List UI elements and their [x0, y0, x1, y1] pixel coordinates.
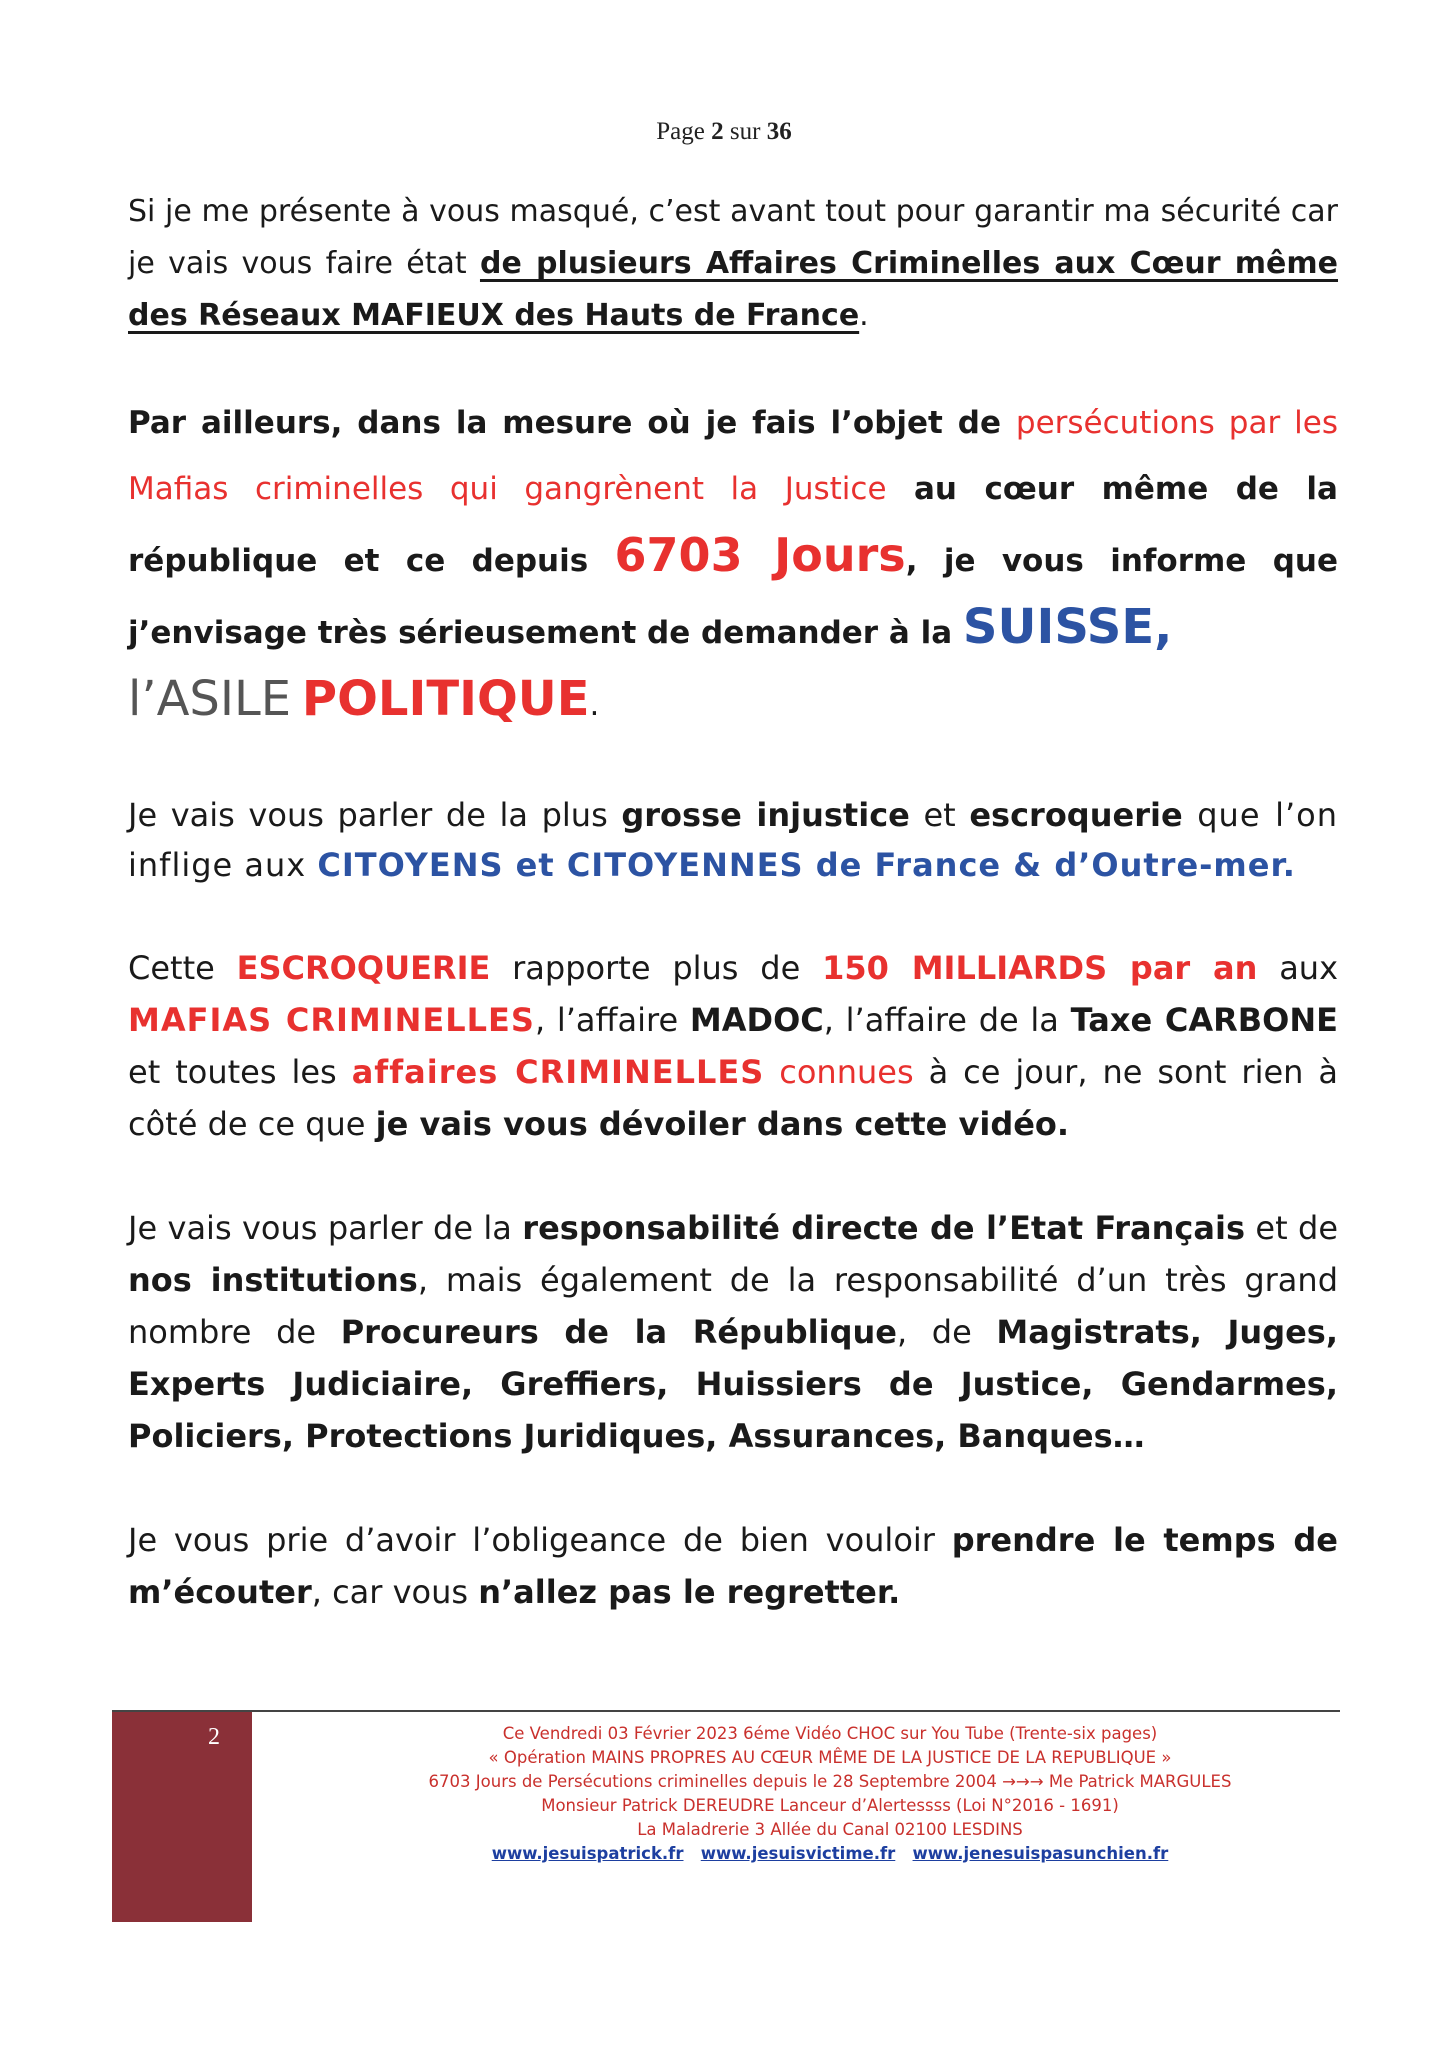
text-run-bold: MADOC [689, 1001, 824, 1039]
text-run: aux [1257, 949, 1339, 987]
footer-line: Monsieur Patrick DEREUDRE Lanceur d’Alertessss (Loi N°2016 - 1691) [541, 1796, 1119, 1815]
text-run: Je vais vous parler de la [128, 1209, 523, 1247]
text-run: Par ailleurs, dans la mesure où je fais l’objet de [128, 405, 1016, 441]
text-run-bold: Procureurs de la République [340, 1313, 897, 1351]
page-number: 2 [711, 118, 724, 145]
paragraph-injustice [128, 790, 1338, 890]
text-run: et [909, 796, 970, 834]
text-run-red: persécutions par les Mafias criminelles qui gangrènent la Justice [128, 405, 1339, 507]
page-sep: sur [729, 118, 761, 145]
text-run: . [859, 298, 869, 333]
amount-text: 150 MILLIARDS par an [822, 949, 1258, 987]
text-run: . [589, 687, 600, 723]
text-run: , je vous informe que j’envisage très sérieusement de demander à la [128, 543, 1338, 651]
footer-color-block [112, 1712, 252, 1922]
text-run-bold: Taxe CARBONE [1070, 1001, 1339, 1039]
text-run-bold: responsabilité directe de l’Etat Français [522, 1209, 1246, 1247]
paragraph-responsabilite [128, 1202, 1338, 1462]
text-run: que l’on inflige aux [128, 796, 1339, 884]
link-jesuispatrick[interactable]: www.jesuispatrick.fr [491, 1844, 684, 1863]
politique-text: POLITIQUE [301, 671, 590, 727]
asile-text: l’ASILE [128, 671, 292, 727]
footer-divider [112, 1710, 1340, 1712]
text-run-blue: CITOYENS et CITOYENNES de France & d’Outre-mer. [317, 846, 1296, 884]
text-run: , l’affaire [534, 1001, 690, 1039]
page-prefix: Page [656, 118, 705, 145]
paragraph-ecouter [128, 1514, 1338, 1618]
paragraph-intro [128, 186, 1338, 342]
link-jenesuispasunchien[interactable]: www.jenesuispasunchien.fr [912, 1844, 1169, 1863]
footer-line: Ce Vendredi 03 Février 2023 6éme Vidéo CHOC sur You Tube (Trente-six pages) [502, 1724, 1158, 1743]
text-run: rapporte plus de [490, 949, 823, 987]
text-run-bold: Magistrats, Juges, Experts Judiciaire, Greffiers, Huissiers de Justice, Gendarmes, Policiers, Protections Juridiques, Assurances, Banques… [128, 1313, 1339, 1455]
text-run: Cette [128, 949, 237, 987]
footer-line: « Opération MAINS PROPRES AU CŒUR MÊME DE LA JUSTICE DE LA REPUBLIQUE » [488, 1748, 1172, 1767]
text-run: Je vais vous parler de la plus [128, 796, 622, 834]
text-run-red: affaires CRIMINELLES [351, 1053, 765, 1091]
text-run: à ce jour, ne sont rien à côté de ce que [128, 1053, 1339, 1143]
text-run-red: connues [764, 1053, 914, 1091]
days-count: 6703 Jours [614, 528, 906, 582]
footer-line: 6703 Jours de Persécutions criminelles depuis le 28 Septembre 2004 →→→ Me Patrick MARGULES [428, 1772, 1232, 1791]
suisse-text: SUISSE, [962, 599, 1173, 655]
page-total: 36 [766, 118, 792, 145]
page-header [0, 118, 1448, 146]
text-run-bold: n’allez pas le regretter. [478, 1573, 901, 1611]
document-body [128, 186, 1338, 1618]
text-run: , mais également de la responsabilité d’un très grand nombre de [128, 1261, 1339, 1351]
footer-page-number: 2 [208, 1724, 220, 1750]
text-run: et de [1245, 1209, 1339, 1247]
text-run-bold: grosse injustice [621, 796, 910, 834]
paragraph-persecutions [128, 390, 1338, 738]
text-run: et toutes les [128, 1053, 352, 1091]
text-run: , de [896, 1313, 997, 1351]
text-run: au cœur même de la république et ce depuis [128, 471, 1338, 579]
link-jesuisvictime[interactable]: www.jesuisvictime.fr [700, 1844, 896, 1863]
text-run-bold: escroquerie [969, 796, 1183, 834]
text-run-red: ESCROQUERIE [236, 949, 491, 987]
text-run-bold: je vais vous dévoiler dans cette vidéo. [375, 1105, 1070, 1143]
text-run: , l’affaire de la [823, 1001, 1071, 1039]
text-run: Je vous prie d’avoir l’obligeance de bien vouloir [128, 1521, 952, 1559]
text-run-underlined: de plusieurs Affaires Criminelles aux Cœur même des Réseaux MAFIEUX des Hauts de France [128, 246, 1339, 333]
text-run-red: MAFIAS CRIMINELLES [128, 1001, 535, 1039]
text-run: , car vous [311, 1573, 479, 1611]
footer-line: La Maladrerie 3 Allée du Canal 02100 LESDINS [637, 1820, 1023, 1839]
text-run-bold: nos institutions [128, 1261, 418, 1299]
paragraph-escroquerie [128, 942, 1338, 1150]
text-run: Si je me présente à vous masqué, c’est avant tout pour garantir ma sécurité car je vais vous faire état [128, 194, 1338, 281]
footer-text [330, 1722, 1330, 1866]
text-run-bold: prendre le temps de m’écouter [128, 1521, 1339, 1611]
footer-links [330, 1842, 1330, 1866]
